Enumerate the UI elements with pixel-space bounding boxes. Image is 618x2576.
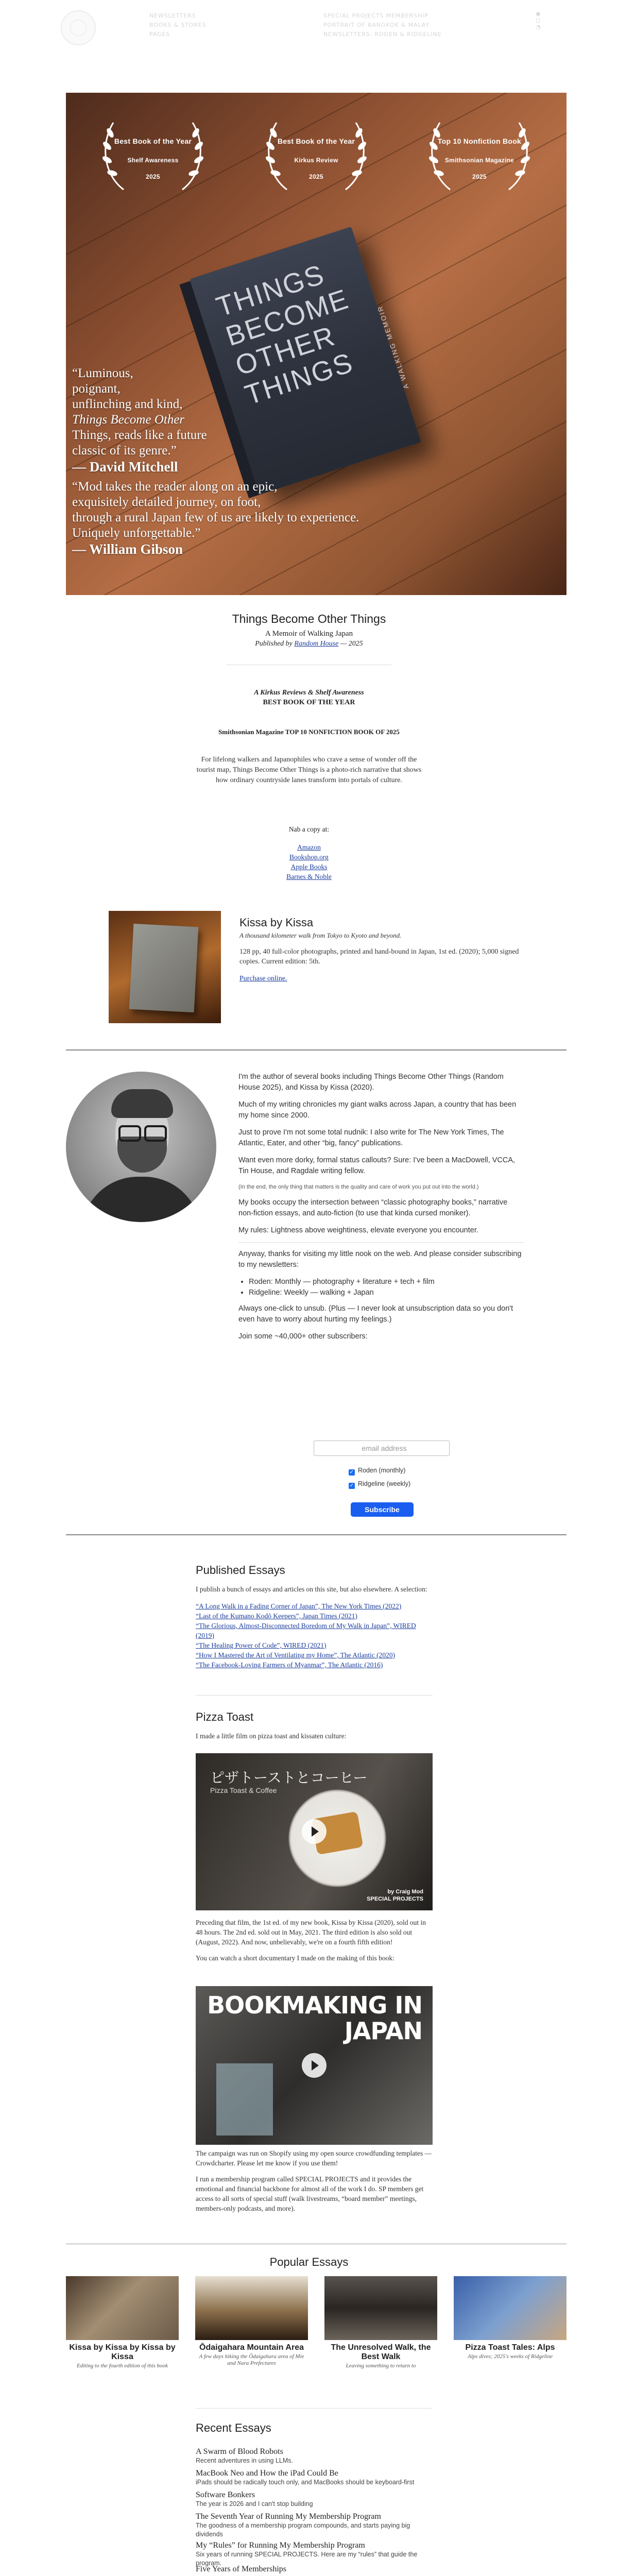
publisher-link[interactable]: Random House	[294, 640, 339, 648]
bio-paragraph: I'm the author of several books including Things Become Other Things (Random House 2025), and Kissa by Kissa (2020).	[238, 1073, 504, 1092]
award-title: Top 10 Nonfiction Book	[437, 137, 522, 145]
pizza-toast-section	[196, 1710, 433, 1741]
section-title: Recent Essays	[196, 2421, 271, 2434]
subscribe-button[interactable]: Subscribe	[351, 1502, 414, 1517]
newsletter-item[interactable]: • Roden: Monthly — photography + literature + tech + film	[249, 1277, 524, 1287]
recent-title[interactable]: Software Bonkers	[196, 2490, 255, 2499]
email-input[interactable]: email address	[314, 1440, 450, 1456]
card-thumbnail[interactable]	[454, 2276, 566, 2340]
quote-line: classic of its genre.”	[72, 444, 177, 457]
video-subtitle: Pizza Toast & Coffee	[210, 1786, 277, 1794]
award-year: 2025	[146, 173, 160, 180]
video-title: BOOKMAKING IN JAPAN	[207, 1991, 422, 2045]
author-bio	[238, 1072, 524, 1348]
card-title[interactable]: The Unresolved Walk, the Best Walk	[331, 2343, 431, 2361]
nav-link[interactable]: NEWSLETTERS	[149, 12, 196, 19]
publisher-prefix: Published by	[255, 640, 293, 648]
nav-secondary	[323, 11, 441, 39]
nav-primary	[149, 11, 207, 39]
award-source: Kirkus Review	[294, 157, 338, 164]
kissa-section	[239, 916, 528, 983]
award-year: 2025	[309, 173, 323, 180]
buy-label: Nab a copy at:	[288, 825, 330, 833]
site-logo[interactable]	[61, 10, 96, 45]
video-credit2: SPECIAL PROJECTS	[367, 1896, 423, 1902]
social-icons	[536, 10, 544, 30]
award-source: Smithsonian Magazine	[444, 157, 514, 164]
popular-card[interactable]	[454, 2276, 566, 2360]
kissa-subtitle: A thousand kilometer walk from Tokyo to Kyoto and beyond.	[239, 931, 402, 939]
bio-paragraph: Anyway, thanks for visiting my little nook on the web. And please consider subscribing to my newsletters:	[238, 1250, 522, 1269]
video-credit: by Craig Mod	[387, 1889, 423, 1895]
pizza-intro: I made a little film on pizza toast and kissaten culture:	[196, 1732, 347, 1740]
site-header	[0, 5, 618, 46]
store-link-amazon[interactable]: Amazon	[297, 843, 321, 851]
essay-link[interactable]: “A Long Walk in a Fading Corner of Japan”, The New York Times (2022)	[196, 1602, 402, 1610]
card-thumbnail[interactable]	[324, 2276, 437, 2340]
kissa-title: Kissa by Kissa	[239, 916, 314, 929]
mastodon-icon[interactable]: ◉	[536, 10, 541, 17]
blurb-gibson	[72, 479, 556, 557]
recent-item[interactable]	[196, 2469, 433, 2487]
essay-link[interactable]: “The Facebook-Loving Farmers of Myanmar”, The Atlantic (2016)	[196, 1661, 383, 1669]
section-title: Pizza Toast	[196, 1710, 254, 1723]
logo-mark	[70, 20, 87, 36]
play-icon[interactable]	[302, 1819, 327, 1844]
quote-line: exquisitely detailed journey, on foot,	[72, 495, 261, 509]
card-subtitle: Leaving something to return to	[346, 2363, 416, 2369]
award-line: BEST BOOK OF THE YEAR	[263, 699, 355, 706]
card-thumbnail[interactable]	[195, 2276, 308, 2340]
card-subtitle: A few days hiking the Ōdaigahara area of Mie and Nara Prefectures	[199, 2353, 304, 2366]
nav-link[interactable]: NEWSLETTERS: RODEN & RIDGELINE	[323, 31, 442, 38]
author-avatar	[66, 1072, 216, 1222]
popular-card[interactable]	[324, 2276, 437, 2369]
recent-title[interactable]: The Seventh Year of Running My Membership Program	[196, 2512, 381, 2521]
divider	[196, 2408, 433, 2409]
kissa-book-image[interactable]	[109, 911, 221, 1023]
award-title: Best Book of the Year	[114, 137, 192, 145]
pizza-text-2	[196, 2148, 433, 2213]
recent-item[interactable]	[196, 2541, 433, 2568]
card-subtitle: Editing to the fourth edition of this book	[77, 2363, 168, 2369]
recent-subtitle: The year is 2026 and I can't stop building	[196, 2500, 313, 2507]
rss-icon[interactable]: ◔	[536, 24, 541, 30]
award-laurel	[419, 112, 540, 200]
essay-link[interactable]: “Last of the Kumano Kodō Keepers”, Japan Times (2021)	[196, 1612, 357, 1620]
quote-line: Uniquely unforgettable.”	[72, 526, 201, 540]
subscriber-count: Join some ~40,000+ other subscribers:	[238, 1332, 368, 1341]
section-title: Published Essays	[196, 1564, 285, 1577]
popular-card[interactable]	[66, 2276, 179, 2369]
recent-title[interactable]: Five Years of Memberships	[196, 2565, 286, 2573]
laurel-icon	[256, 112, 376, 200]
award-laurel	[256, 112, 376, 200]
quote-line: Things Become Other	[72, 413, 185, 427]
essay-link[interactable]: “How I Mastered the Art of Ventilating my Home”, The Atlantic (2020)	[196, 1651, 396, 1659]
card-title[interactable]: Pizza Toast Tales: Alps	[465, 2343, 555, 2352]
instagram-icon[interactable]: ◻	[536, 17, 541, 24]
book-cover-subtitle: A WALKING MEMOIR	[375, 304, 410, 390]
kissa-details: 128 pp, 40 full-color photographs, printed and hand-bound in Japan, 1st ed. (2020); 5,000 signed copies. Current edition: 5th.	[239, 948, 519, 965]
card-title[interactable]: Kissa by Kissa by Kissa by Kissa	[69, 2343, 176, 2361]
pizza-paragraph: You can watch a short documentary I made on the making of this book:	[196, 1954, 394, 1962]
published-essays	[196, 1564, 433, 1670]
book-publisher-line	[0, 640, 618, 648]
play-icon[interactable]	[302, 2053, 327, 2078]
quote-line: poignant,	[72, 382, 121, 396]
laurel-icon	[93, 112, 213, 200]
book-hero-image[interactable]	[66, 93, 566, 595]
quote-line: unflinching and kind,	[72, 397, 183, 411]
award-year: 2025	[472, 173, 487, 180]
newsletter-item[interactable]: • Ridgeline: Weekly — walking + Japan	[249, 1287, 524, 1298]
kissa-purchase-link[interactable]: Purchase online.	[239, 975, 287, 982]
laurel-icon	[419, 112, 540, 200]
published-intro: I publish a bunch of essays and articles on this site, but also elsewhere. A selection:	[196, 1585, 427, 1593]
recent-subtitle: iPads should be radically touch only, and MacBooks should be keyboard-first	[196, 2479, 415, 2486]
quote-line: “Luminous,	[72, 366, 133, 380]
recent-subtitle: Six years of running SPECIAL PROJECTS. Here are my “rules” that guide the program.	[196, 2551, 418, 2567]
checkmark-icon: ✓	[349, 1469, 354, 1475]
bio-paragraph: Just to prove I'm not some total nudnik: I also write for The New York Times, The Atlantic, Eater, and other “big, fancy” publications.	[238, 1128, 504, 1147]
award-source: Shelf Awareness	[127, 157, 179, 164]
bio-paragraph: Want even more dorky, formal status callouts? Sure: I've been a MacDowell, VCCA, Tin House, and Ragdale writing fellow.	[238, 1156, 516, 1175]
book-title: Things Become Other Things	[232, 612, 386, 625]
checkbox-label: Roden (monthly)	[358, 1467, 406, 1474]
essay-link[interactable]: “The Glorious, Almost-Disconnected Boredom of My Walk in Japan”, WIRED (2019)	[196, 1622, 416, 1639]
essay-link[interactable]: “The Healing Power of Code”, WIRED (2021)	[196, 1641, 327, 1649]
book-cover-title: THINGS BECOME OTHER THINGS	[212, 259, 357, 411]
kissa-book-cover	[129, 924, 199, 1012]
pizza-paragraph: The campaign was run on Shopify using my open source crowdfunding templates — Crowdcharter. Please let me know if you use them!	[196, 2149, 432, 2167]
nav-link[interactable]: PORTRAIT OF BANGKOK & MALAY	[323, 22, 430, 28]
recent-title[interactable]: A Swarm of Blood Robots	[196, 2447, 283, 2456]
checkmark-icon: ✓	[349, 1483, 354, 1488]
section-divider	[66, 1534, 566, 1535]
checkbox-label: Ridgeline (weekly)	[358, 1480, 411, 1487]
quote-line: Things, reads like a future	[72, 428, 207, 442]
bio-note: (In the end, the only thing that matters is the quality and care of work you put out into the world.)	[238, 1184, 479, 1190]
buy-links	[0, 824, 618, 882]
award-title: Best Book of the Year	[277, 137, 355, 145]
book-description: For lifelong walkers and Japanophiles who crave a sense of wonder off the tourist map, Things Become Other Things is a photo-rich narrative that shows how ordinary countryside lanes transform into portals of culture.	[196, 756, 422, 784]
video-title: ピザトーストとコーヒー	[210, 1769, 368, 1786]
pizza-paragraph: Preceding that film, the 1st ed. of my new book, Kissa by Kissa (2020), sold out in 48 hours. The 2nd ed. sold out in May, 2021. The third edition is also sold out (August, 2022). And now, unbelievably, we're on a fourth fifth edition!	[196, 1919, 426, 1946]
card-title[interactable]: Ōdaigahara Mountain Area	[199, 2343, 304, 2352]
card-thumbnail[interactable]	[66, 2276, 179, 2340]
quote-author: — David Mitchell	[72, 459, 178, 474]
nav-link[interactable]: SPECIAL PROJECTS MEMBERSHIP	[323, 12, 428, 19]
nav-link[interactable]: BOOKS & STORES	[149, 22, 207, 28]
recent-item[interactable]	[196, 2447, 433, 2465]
bio-paragraph: Always one-click to unsub. (Plus — I never look at unsubscription data so you don't even have to worry about hurting my feelings.)	[238, 1304, 513, 1324]
section-divider	[66, 1049, 566, 1050]
store-link-bn[interactable]: Barnes & Noble	[286, 873, 332, 880]
newsletter-list	[238, 1277, 524, 1298]
divider	[196, 1695, 433, 1696]
pizza-toast-video[interactable]	[196, 1753, 433, 1910]
quote-line: through a rural Japan few of us are likely to experience.	[72, 511, 359, 524]
recent-title[interactable]: My “Rules” for Running My Membership Program	[196, 2541, 365, 2550]
checkbox-ridgeline[interactable]	[349, 1480, 410, 1489]
popular-card[interactable]	[195, 2276, 308, 2367]
pizza-text	[196, 1918, 433, 1963]
recent-item[interactable]	[196, 2512, 433, 2539]
bookmaking-video[interactable]	[196, 1986, 433, 2145]
nav-link[interactable]: PAGES	[149, 31, 170, 38]
bio-paragraph: My rules: Lightness above weightiness, elevate everyone you encounter.	[238, 1226, 478, 1234]
popular-essays-title: Popular Essays	[269, 2256, 349, 2268]
card-subtitle: Alps dives; 2025's weeks of Ridgeline	[467, 2353, 553, 2360]
store-link-bookshop[interactable]: Bookshop.org	[289, 853, 329, 861]
bio-paragraph: My books occupy the intersection between “classic photography books,” narrative non-fiction essays, and auto-fiction (to use that kinda cursed moniker).	[238, 1198, 508, 1217]
quote-author: — William Gibson	[72, 541, 183, 557]
quote-line: “Mod takes the reader along on an epic,	[72, 480, 278, 494]
recent-essays-heading	[196, 2421, 433, 2435]
checkbox-roden[interactable]	[349, 1466, 405, 1476]
recent-item[interactable]	[196, 2490, 433, 2509]
pizza-paragraph: I run a membership program called SPECIAL PROJECTS and it provides the emotional and financial backbone for almost all of the work I do. SP members get access to all sorts of special stuff (walk livestreams, “board member” meetings, members-only podcasts, and more).	[196, 2175, 424, 2212]
award-line: Smithsonian Magazine TOP 10 NONFICTION BOOK OF 2025	[218, 728, 400, 736]
recent-title[interactable]: MacBook Neo and How the iPad Could Be	[196, 2469, 338, 2478]
blurb-mitchell	[72, 366, 268, 475]
recent-subtitle: Recent adventures in using LLMs.	[196, 2457, 293, 2464]
recent-subtitle: The goodness of a membership program compounds, and starts paying big dividends	[196, 2522, 410, 2538]
award-line: A Kirkus Reviews & Shelf Awareness	[254, 689, 364, 697]
recent-item[interactable]	[196, 2565, 433, 2574]
publisher-year: — 2025	[340, 640, 363, 648]
book-subtitle: A Memoir of Walking Japan	[265, 630, 353, 638]
bio-paragraph: Much of my writing chronicles my giant walks across Japan, a country that has been my home since 2000.	[238, 1100, 517, 1120]
award-laurel	[93, 112, 213, 200]
store-link-apple[interactable]: Apple Books	[290, 863, 328, 871]
